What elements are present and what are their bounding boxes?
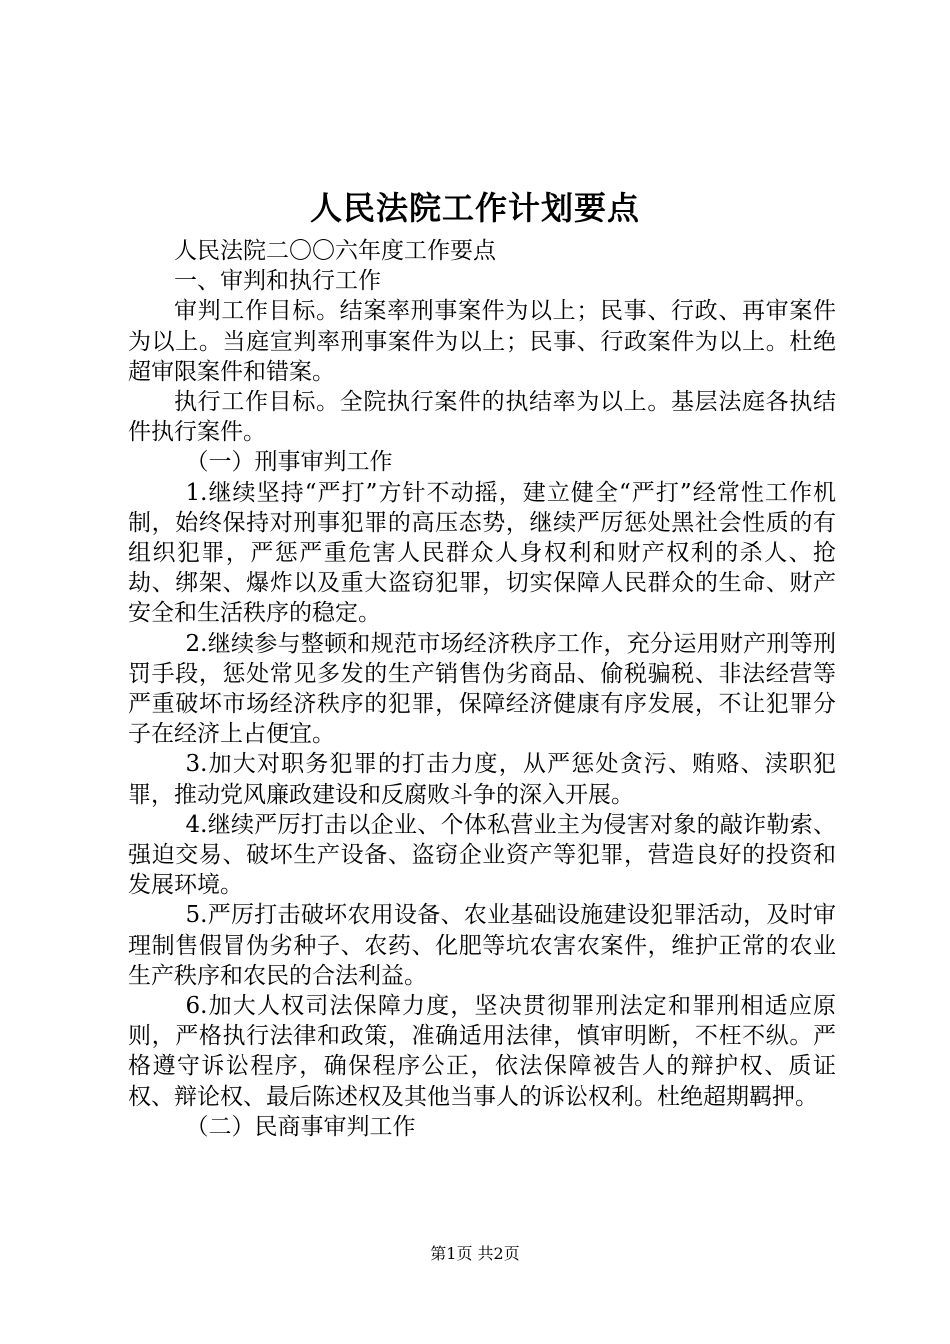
paragraph-item-1: 1.继续坚持“严打”方针不动摇，建立健全“严打”经常性工作机制，始终保持对刑事犯罪的高压态势，继续严厉惩处黑社会性质的有组织犯罪，严惩严重危害人民群众人身权利和财产权利的杀人、抢劫、绑架、爆炸以及重大盗窃犯罪，切实保障人民群众的生命、财产安全和生活秩序的稳定。 (128, 479, 836, 627)
paragraph-execution-goal: 执行工作目标。全院执行案件的执结率为以上。基层法庭各执结件执行案件。 (128, 389, 836, 446)
subsection-heading-civil: （二）民商事审判工作 (185, 1113, 416, 1140)
paragraph-item-2: 2.继续参与整顿和规范市场经济秩序工作，充分运用财产刑等刑罚手段，惩处常见多发的生产销售伪劣商品、偷税骗税、非法经营等严重破坏市场经济秩序的犯罪，保障经济健康有序发展，不让犯罪分子在经济上占便宜。 (128, 630, 836, 748)
page-number-footer: 第1页 共2页 (430, 1244, 520, 1263)
paragraph-item-6: 6.加大人权司法保障力度，坚决贯彻罪刑法定和罪刑相适应原则，严格执行法律和政策，准确适用法律，慎审明断，不枉不纵。严格遵守诉讼程序，确保程序公正，依法保障被告人的辩护权、质证权、辩论权、最后陈述权及其他当事人的诉讼权利。杜绝超期羁押。 (128, 993, 836, 1110)
document-title: 人民法院工作计划要点 (309, 189, 640, 227)
section-heading-trial-execution: 一、审判和执行工作 (174, 268, 381, 295)
subsection-heading-criminal: （一）刑事审判工作 (185, 449, 393, 476)
paragraph-year-heading: 人民法院二〇〇六年度工作要点 (174, 238, 496, 264)
paragraph-item-4: 4.继续严厉打击以企业、个体私营业主为侵害对象的敲诈勒索、强迫交易、破坏生产设备、盗窃企业资产等犯罪，营造良好的投资和发展环境。 (128, 811, 836, 899)
paragraph-item-5: 5.严厉打击破坏农用设备、农业基础设施建设犯罪活动，及时审理制售假冒伪劣种子、农药、化肥等坑农害农案件，维护正常的农业生产秩序和农民的合法利益。 (128, 902, 836, 989)
paragraph-item-3: 3.加大对职务犯罪的打击力度，从严惩处贪污、贿赂、渎职犯罪，推动党风廉政建设和反腐败斗争的深入开展。 (128, 751, 836, 808)
document-body (128, 236, 836, 1142)
paragraph-trial-goal: 审判工作目标。结案率刑事案件为以上；民事、行政、再审案件为以上。当庭宣判率刑事案件为以上；民事、行政案件为以上。杜绝超审限案件和错案。 (128, 298, 836, 385)
